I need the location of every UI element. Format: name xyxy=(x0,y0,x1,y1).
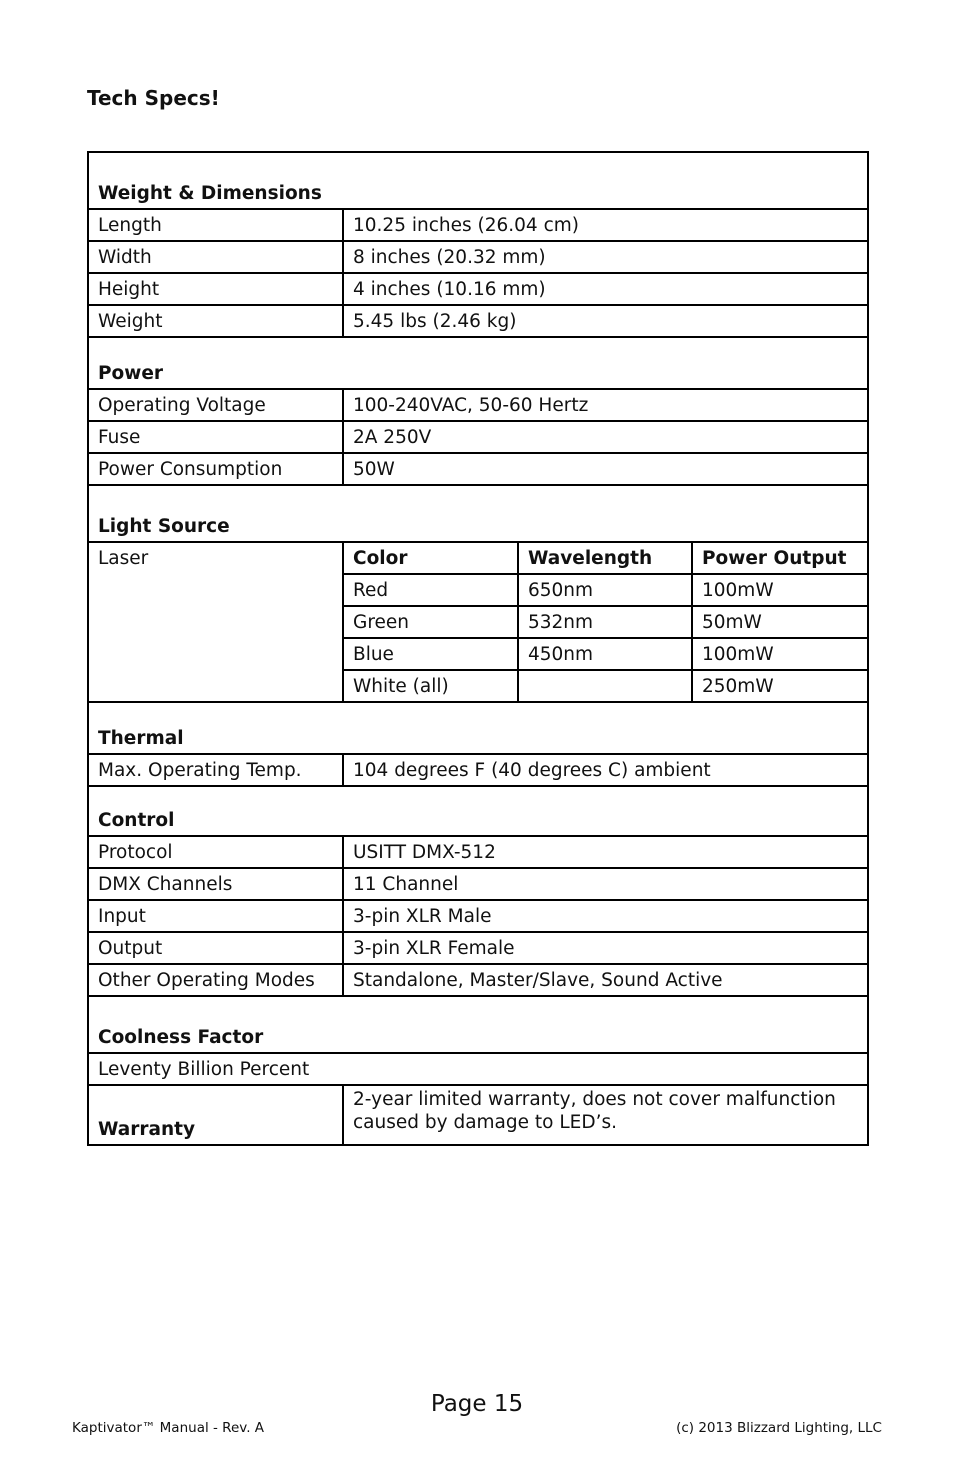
section-title-thermal: Thermal xyxy=(88,702,868,754)
table-row xyxy=(88,900,868,932)
table-row xyxy=(88,209,868,241)
table-row xyxy=(88,389,868,421)
spec-label: Height xyxy=(88,273,343,305)
laser-color: Red xyxy=(343,574,518,606)
laser-wavelength: 450nm xyxy=(518,638,692,670)
spec-value: 3-pin XLR Male xyxy=(343,900,868,932)
table-row xyxy=(88,836,868,868)
section-title-weight-dimensions: Weight & Dimensions xyxy=(88,152,868,209)
spec-value: 5.45 lbs (2.46 kg) xyxy=(343,305,868,337)
table-row xyxy=(88,542,868,574)
spec-label: Max. Operating Temp. xyxy=(88,754,343,786)
table-row xyxy=(88,305,868,337)
table-row xyxy=(88,1085,868,1145)
spec-value: 104 degrees F (40 degrees C) ambient xyxy=(343,754,868,786)
spec-label: Fuse xyxy=(88,421,343,453)
spec-label: Protocol xyxy=(88,836,343,868)
column-header-power-output: Power Output xyxy=(692,542,868,574)
section-header-row xyxy=(88,996,868,1053)
section-title-control: Control xyxy=(88,786,868,836)
spec-value: 100-240VAC, 50-60 Hertz xyxy=(343,389,868,421)
footer-manual-title: Kaptivator™ Manual - Rev. A xyxy=(72,1420,265,1436)
section-header-row xyxy=(88,786,868,836)
spec-value: 8 inches (20.32 mm) xyxy=(343,241,868,273)
tech-specs-table xyxy=(87,151,869,1146)
table-row xyxy=(88,421,868,453)
section-title-coolness-factor: Coolness Factor xyxy=(88,996,868,1053)
column-header-wavelength: Wavelength xyxy=(518,542,692,574)
coolness-value: Leventy Billion Percent xyxy=(88,1053,868,1085)
table-row xyxy=(88,241,868,273)
spec-value: 4 inches (10.16 mm) xyxy=(343,273,868,305)
footer-copyright: (c) 2013 Blizzard Lighting, LLC xyxy=(676,1420,882,1436)
spec-label: Operating Voltage xyxy=(88,389,343,421)
table-row xyxy=(88,754,868,786)
section-title-power: Power xyxy=(88,337,868,389)
table-row xyxy=(88,932,868,964)
section-header-row xyxy=(88,337,868,389)
spec-value: 3-pin XLR Female xyxy=(343,932,868,964)
table-row xyxy=(88,868,868,900)
section-title-light-source: Light Source xyxy=(88,485,868,542)
laser-wavelength: 532nm xyxy=(518,606,692,638)
section-header-row xyxy=(88,485,868,542)
spec-label: Output xyxy=(88,932,343,964)
section-title-warranty: Warranty xyxy=(88,1085,343,1145)
spec-value: 2A 250V xyxy=(343,421,868,453)
laser-color: White (all) xyxy=(343,670,518,702)
spec-value: 10.25 inches (26.04 cm) xyxy=(343,209,868,241)
table-row xyxy=(88,1053,868,1085)
laser-wavelength: 650nm xyxy=(518,574,692,606)
section-header-row xyxy=(88,152,868,209)
laser-color: Green xyxy=(343,606,518,638)
spec-value: 11 Channel xyxy=(343,868,868,900)
laser-output: 100mW xyxy=(692,638,868,670)
spec-label-laser: Laser xyxy=(88,542,343,702)
table-row xyxy=(88,964,868,996)
spec-value: Standalone, Master/Slave, Sound Active xyxy=(343,964,868,996)
page-number: Page 15 xyxy=(430,1391,524,1417)
column-header-color: Color xyxy=(343,542,518,574)
page-title: Tech Specs! xyxy=(87,86,220,110)
spec-label: Length xyxy=(88,209,343,241)
table-row xyxy=(88,273,868,305)
laser-output: 50mW xyxy=(692,606,868,638)
spec-label: Weight xyxy=(88,305,343,337)
laser-output: 250mW xyxy=(692,670,868,702)
spec-label: Other Operating Modes xyxy=(88,964,343,996)
spec-value: 50W xyxy=(343,453,868,485)
spec-label: DMX Channels xyxy=(88,868,343,900)
section-header-row xyxy=(88,702,868,754)
laser-output: 100mW xyxy=(692,574,868,606)
spec-value: USITT DMX-512 xyxy=(343,836,868,868)
table-row xyxy=(88,453,868,485)
spec-label: Power Consumption xyxy=(88,453,343,485)
laser-wavelength xyxy=(518,670,692,702)
spec-label: Input xyxy=(88,900,343,932)
laser-color: Blue xyxy=(343,638,518,670)
spec-label: Width xyxy=(88,241,343,273)
warranty-value: 2-year limited warranty, does not cover malfunction caused by damage to LED’s. xyxy=(343,1085,868,1145)
